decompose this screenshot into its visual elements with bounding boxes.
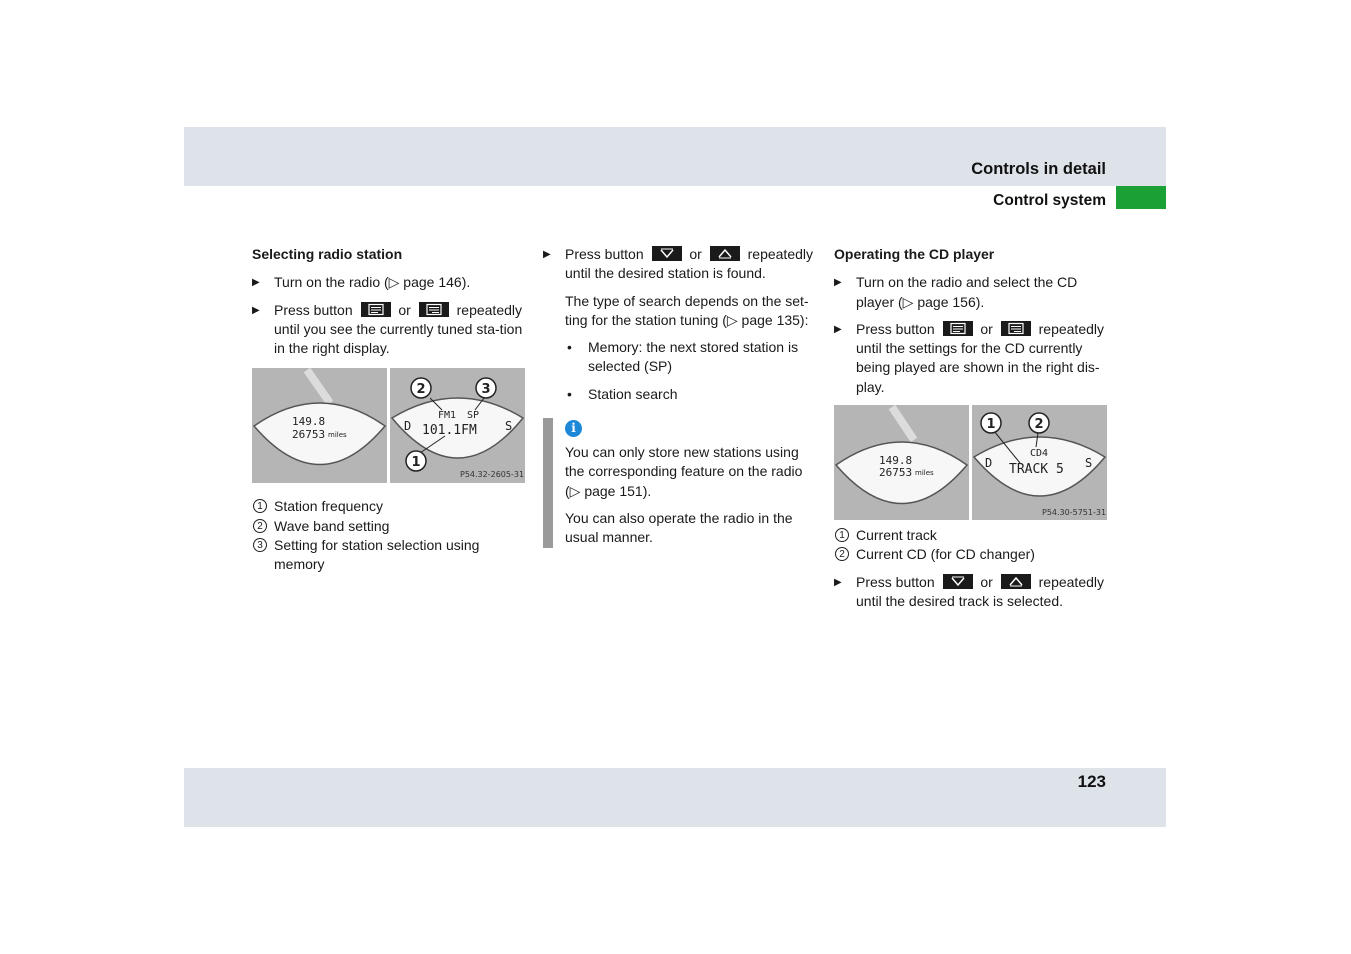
step-press-arrow-button [543, 245, 819, 284]
step-text: Press button [856, 320, 935, 337]
legend-number: 3 [253, 538, 267, 552]
bullet-memory: • Memory: the next stored station is selected (SP) [543, 338, 819, 377]
legend-number: 2 [253, 519, 267, 533]
down-arrow-button-icon [943, 574, 973, 589]
legend-text: Current CD (for CD changer) [856, 546, 1035, 563]
display-button-icon [1001, 321, 1031, 336]
odometer-unit: miles [328, 431, 347, 440]
column-selecting-radio [252, 245, 528, 575]
left-mark: D [404, 419, 412, 434]
step-text: repeatedly until the desired track is selected. [856, 573, 1105, 609]
step-text: Press button [274, 301, 353, 318]
info-text-1: You can only store new stations using the corresponding feature on the radio (▷ page 151). [565, 444, 803, 499]
or-text: or [980, 320, 993, 337]
up-arrow-button-icon [710, 246, 740, 261]
callout-2: 2 [416, 382, 426, 398]
callout-1: 1 [411, 455, 421, 471]
odometer-unit: miles [915, 469, 934, 478]
figure-code: P54.32-2605-31 [460, 470, 525, 480]
radio-display-figure [252, 368, 525, 483]
trip-readout: 149.8 [292, 415, 326, 429]
step-press-display-button [252, 301, 528, 359]
step-press-display-button [834, 320, 1110, 397]
display-panel-right [390, 368, 525, 483]
mode-readout: SP [467, 410, 480, 422]
odometer-readout: 26753 [879, 466, 913, 480]
or-text: or [398, 301, 411, 318]
legend-text: Station frequency [274, 498, 383, 515]
footer-band [184, 768, 1166, 827]
band-readout: FM1 [438, 410, 457, 422]
legend-item [252, 497, 528, 516]
display-button-icon [419, 302, 449, 317]
display-panel-right [972, 405, 1107, 520]
display-panel-left [252, 368, 387, 483]
down-arrow-button-icon [652, 246, 682, 261]
legend-number: 1 [835, 528, 849, 542]
step-text: repeatedly until the desired station is found. [565, 246, 814, 282]
info-box [543, 418, 819, 547]
track-readout: TRACK 5 [1009, 462, 1064, 478]
step-text: Press button [565, 246, 644, 262]
callout-3: 3 [481, 382, 491, 398]
search-type-paragraph: The type of search depends on the set-ting for the station tuning (▷ page 135): [565, 292, 809, 328]
step-text: repeatedly until the settings for the CD currently being played are shown in the right dis-play. [856, 320, 1105, 395]
heading-cd-player: Operating the CD player [834, 246, 995, 262]
column-search [543, 245, 819, 548]
step-press-arrow-button [834, 573, 1110, 612]
cd-display-figure [834, 405, 1107, 520]
callout-1: 1 [986, 417, 996, 433]
figure-code: P54.30-5751-31 [1042, 508, 1107, 518]
legend-text: Wave band setting [274, 517, 390, 534]
section-title: Controls in detail [971, 160, 1106, 178]
section-tab [1116, 186, 1166, 209]
legend-text: Setting for station selection using memory [274, 537, 480, 573]
right-mark: S [1085, 456, 1093, 471]
subsection-title: Control system [993, 192, 1106, 209]
step-select-cd: ▶ Turn on the radio and select the CD player (▷ page 156). [834, 273, 1110, 312]
legend-text: Current track [856, 527, 937, 544]
column-cd-player [834, 245, 1110, 619]
trip-readout: 149.8 [879, 454, 913, 468]
step-text: Press button [856, 573, 935, 590]
display-button-icon [943, 321, 973, 336]
heading-selecting-radio: Selecting radio station [252, 246, 403, 262]
callout-2: 2 [1034, 417, 1044, 433]
step-turn-on-radio: ▶ Turn on the radio (▷ page 146). [252, 273, 528, 292]
cd-readout: CD4 [1030, 448, 1049, 460]
step-text: repeatedly until you see the currently tuned sta-tion in the right display. [274, 301, 523, 357]
legend-number: 1 [253, 499, 267, 513]
odometer-readout: 26753 [292, 428, 326, 442]
legend-item [834, 545, 1110, 564]
page-number: 123 [1077, 772, 1106, 791]
right-mark: S [505, 419, 513, 434]
legend-number: 2 [835, 547, 849, 561]
bullet-station-search: • Station search [543, 385, 819, 404]
or-text: or [689, 246, 702, 262]
info-icon: i [565, 420, 582, 437]
info-text-2: You can also operate the radio in the usual manner. [565, 509, 793, 546]
or-text: or [980, 573, 993, 590]
info-bar [543, 418, 553, 548]
up-arrow-button-icon [1001, 574, 1031, 589]
display-panel-left [834, 405, 969, 520]
legend-item [252, 536, 528, 575]
left-mark: D [985, 456, 993, 471]
display-button-icon [361, 302, 391, 317]
legend-item [834, 526, 1110, 545]
legend-item [252, 517, 528, 536]
frequency-readout: 101.1FM [422, 423, 477, 439]
